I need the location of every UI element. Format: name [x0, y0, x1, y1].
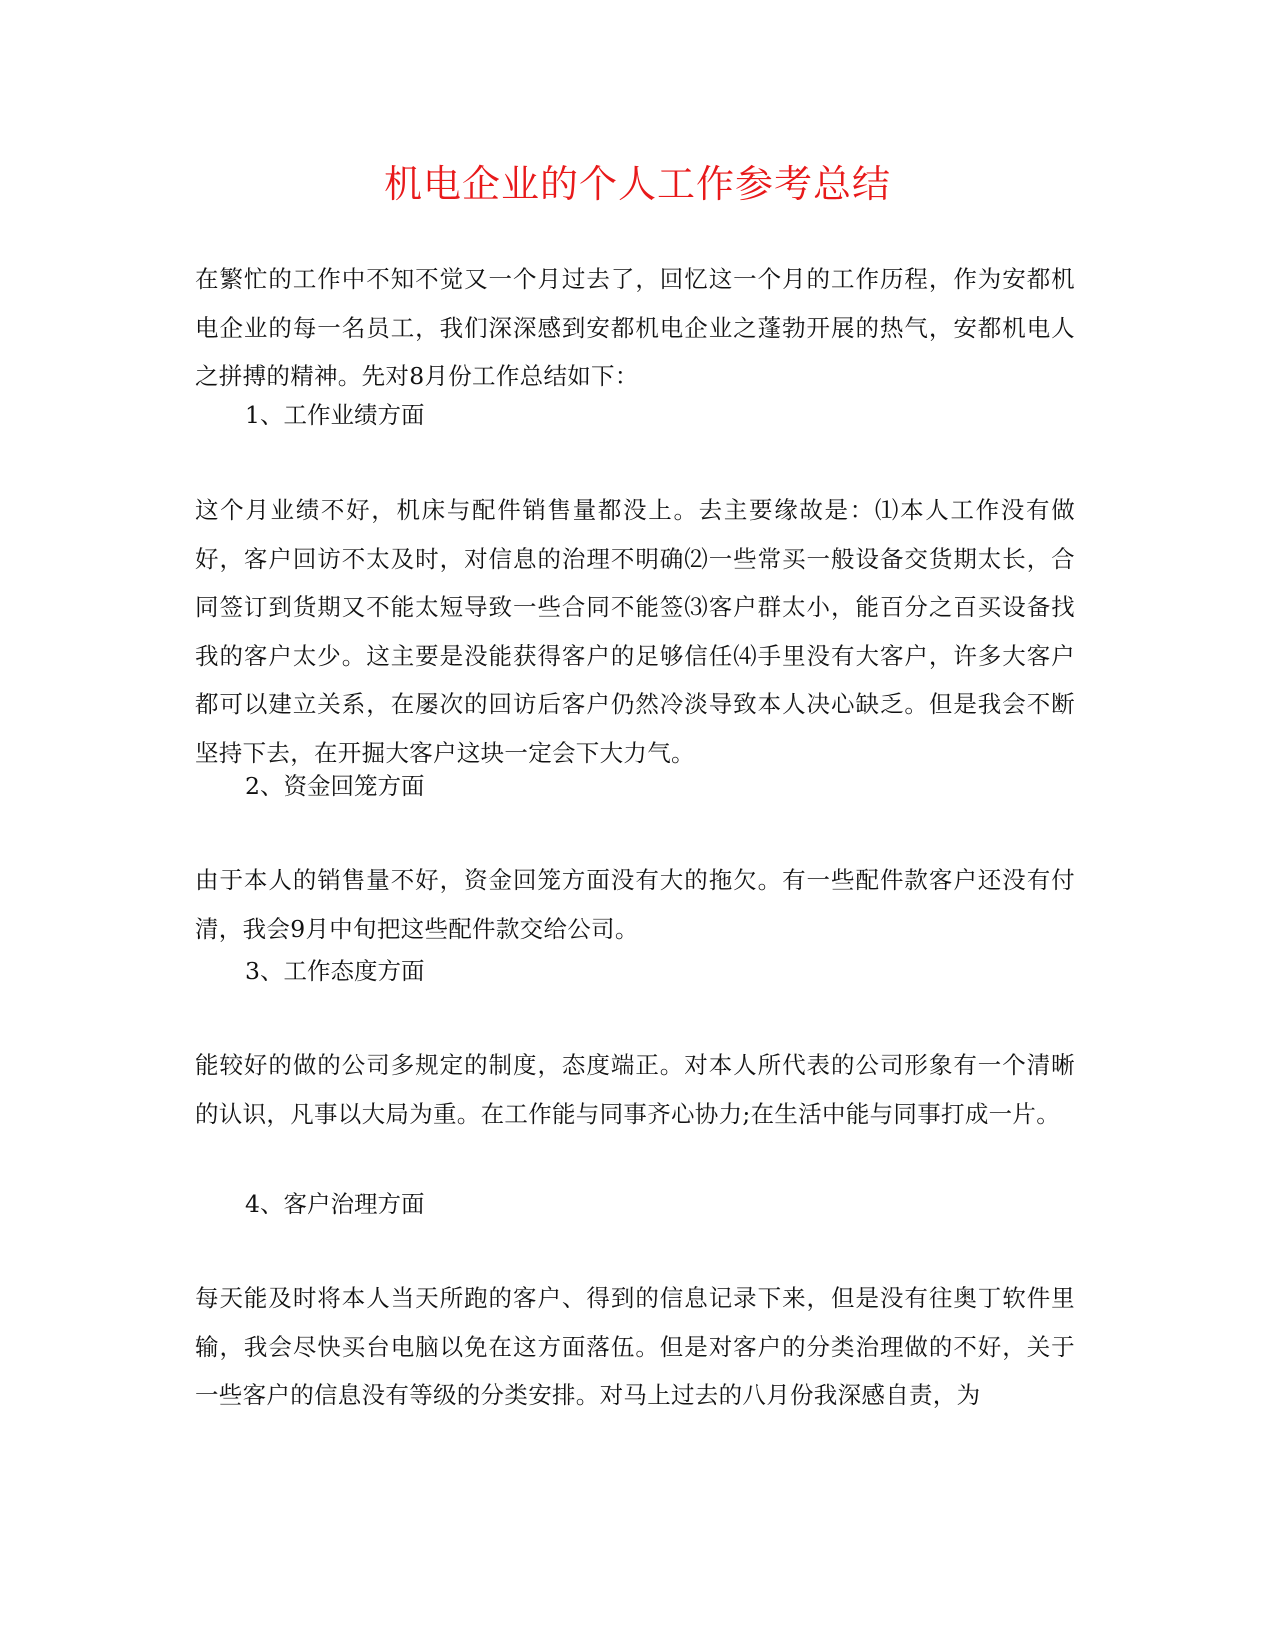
section-paragraph-1: 这个月业绩不好，机床与配件销售量都没上。去主要缘故是：⑴本人工作没有做好，客户回访不太及时，对信息的治理不明确⑵一些常买一般设备交货期太长，合同签订到货期又不能太短导致一些合同不能签⑶客户群太小，能百分之百买设备找我的客户太少。这主要是没能获得客户的足够信任⑷手里没有大客户，许多大客户都可以建立关系，在屡次的回访后客户仍然冷淡导致本人决心缺乏。但是我会不断坚持下去，在开掘大客户这块一定会下大力气。: [195, 496, 1075, 767]
section-paragraph-3: 能较好的做的公司多规定的制度，态度端正。对本人所代表的公司形象有一个清晰的认识，凡事以大局为重。在工作能与同事齐心协力;在生活中能与同事打成一片。: [195, 1051, 1075, 1128]
section-heading-2: 2、资金回笼方面: [245, 772, 425, 800]
section-heading-4: 4、客户治理方面: [245, 1190, 425, 1218]
section-paragraph-4: 每天能及时将本人当天所跑的客户、得到的信息记录下来，但是没有往奥丁软件里输，我会尽快买台电脑以免在这方面落伍。但是对客户的分类治理做的不好，关于一些客户的信息没有等级的分类安排。对马上过去的八月份我深感自责，为: [195, 1284, 1075, 1409]
section-heading-1: 1、工作业绩方面: [245, 401, 425, 429]
intro-paragraph: 在繁忙的工作中不知不觉又一个月过去了，回忆这一个月的工作历程，作为安都机电企业的每一名员工，我们深深感到安都机电企业之蓬勃开展的热气，安都机电人之拼搏的精神。先对8月份工作总结如下：: [195, 265, 1075, 390]
document-title: 机电企业的个人工作参考总结: [383, 162, 891, 206]
section-paragraph-2: 由于本人的销售量不好，资金回笼方面没有大的拖欠。有一些配件款客户还没有付清，我会9月中旬把这些配件款交给公司。: [195, 866, 1075, 943]
section-heading-3: 3、工作态度方面: [245, 957, 425, 985]
